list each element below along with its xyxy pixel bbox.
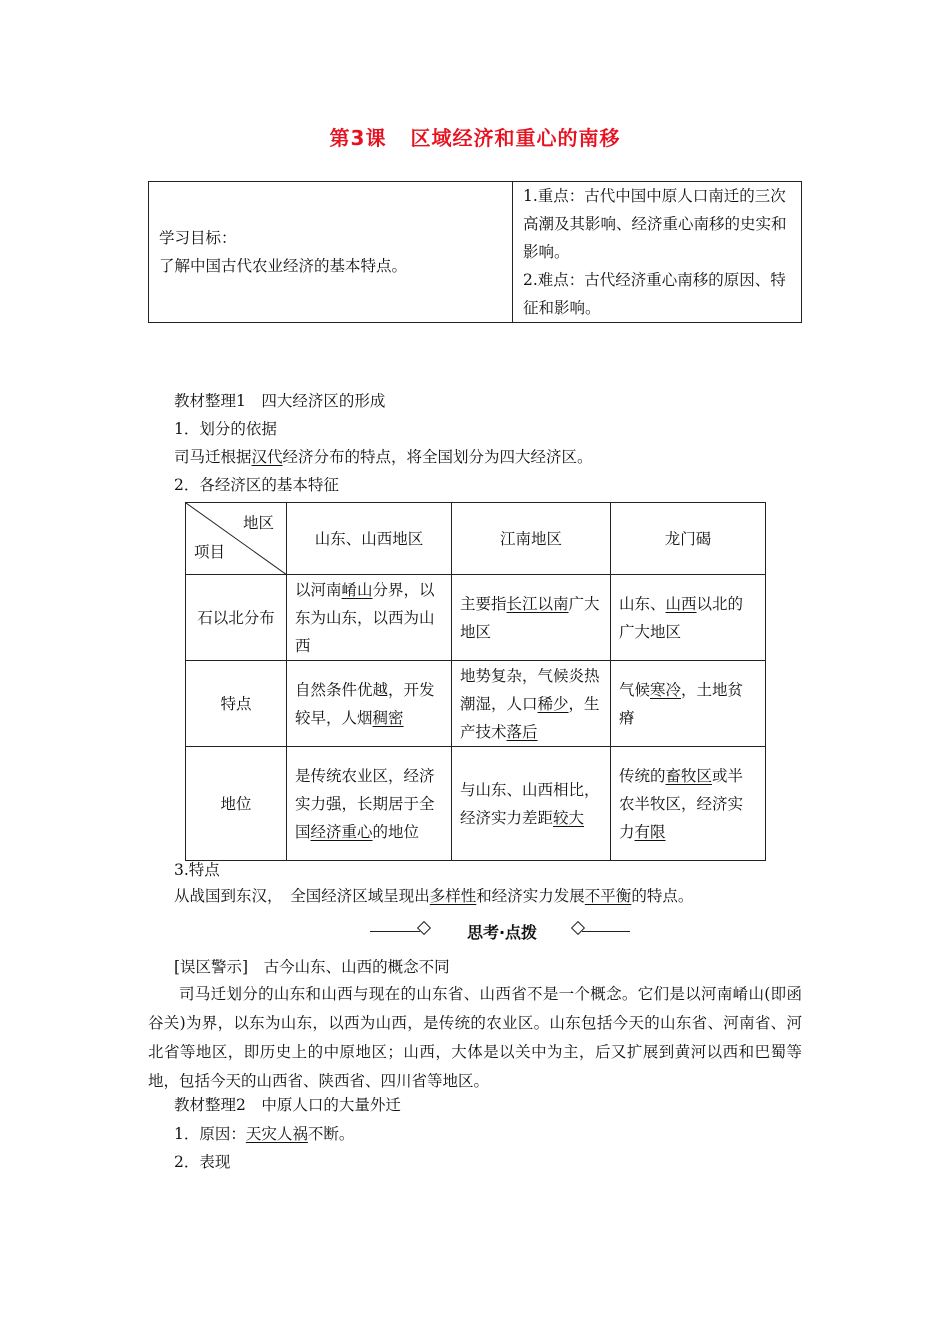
col-header-shandong: 山东、山西地区 [287, 503, 452, 575]
cell-longmen-features: 气候寒冷，土地贫瘠 [611, 661, 766, 747]
banner-rule-left [370, 931, 420, 932]
section2-heading: 教材整理2 中原人口的大量外迁 [174, 1096, 401, 1114]
col-header-longmen: 龙门碣 [611, 503, 766, 575]
goals-left-cell [149, 182, 513, 323]
section2-item2: 2．表现 [174, 1153, 231, 1171]
features-text: 从战国到东汉， 全国经济区域呈现出多样性和经济实力发展不平衡的特点。 [174, 887, 694, 905]
learning-goals-table [148, 181, 802, 323]
section1-basis: 司马迁根据汉代经济分布的特点，将全国划分为四大经济区。 [174, 448, 593, 466]
key-points: 1.重点：古代中国中原人口南迁的三次高潮及其影响、经济重心南移的史实和影响。 [523, 187, 787, 261]
cell-jiangnan-status: 与山东、山西相比，经济实力差距较大 [452, 747, 611, 861]
corner-item-label: 项目 [194, 543, 226, 561]
difficult-points: 2.难点：古代经济重心南移的原因、特征和影响。 [523, 271, 786, 317]
section1-heading: 教材整理1 四大经济区的形成 [174, 392, 386, 410]
goals-label: 学习目标： [159, 229, 237, 247]
cell-shandong-distribution: 以河南崤山分界，以东为山东，以西为山西 [287, 575, 452, 661]
cell-longmen-status: 传统的畜牧区或半农半牧区，经济实力有限 [611, 747, 766, 861]
col-header-jiangnan: 江南地区 [452, 503, 611, 575]
cell-jiangnan-distribution: 主要指长江以南广大地区 [452, 575, 611, 661]
section1-item2: 2．各经济区的基本特征 [174, 476, 339, 494]
warning-tag: [误区警示] 古今山东、山西的概念不同 [174, 958, 450, 976]
section2-cause: 1．原因：天灾人祸不断。 [174, 1125, 355, 1143]
row-header-features: 特点 [186, 661, 287, 747]
cell-jiangnan-features: 地势复杂，气候炎热潮湿，人口稀少，生产技术落后 [452, 661, 611, 747]
goals-text: 了解中国古代农业经济的基本特点。 [159, 257, 408, 275]
cell-shandong-status: 是传统农业区，经济实力强，长期居于全国经济重心的地位 [287, 747, 452, 861]
page-title: 第3课 区域经济和重心的南移 [329, 126, 621, 150]
row-header-status: 地位 [186, 747, 287, 861]
corner-region-label: 地区 [242, 514, 274, 532]
think-banner [370, 918, 630, 944]
warning-body: 司马迁划分的山东和山西与现在的山东省、山西省不是一个概念。它们是以河南崤山(即函谷关)为界，以东为山东，以西为山西，是传统的农业区。山东包括今天的山东省、河南省、河北省等地区，即历史上的中原地区；山西，大体是以关中为主，后又扩展到黄河以西和巴蜀等地，包括今天的山西省、陕西省、四川省等地区。 [148, 985, 802, 1090]
table-corner-cell [186, 503, 287, 575]
banner-rule-right [582, 931, 630, 932]
section1-item1: 1．划分的依据 [174, 420, 277, 438]
goals-right-cell [513, 182, 802, 323]
banner-text: 思考·点拨 [466, 923, 538, 942]
row-header-distribution: 石以北分布 [186, 575, 287, 661]
features-item3: 3.特点 [174, 861, 220, 879]
cell-shandong-features: 自然条件优越，开发较早，人烟稠密 [287, 661, 452, 747]
economic-zones-table [185, 502, 766, 861]
cell-longmen-distribution: 山东、山西以北的广大地区 [611, 575, 766, 661]
